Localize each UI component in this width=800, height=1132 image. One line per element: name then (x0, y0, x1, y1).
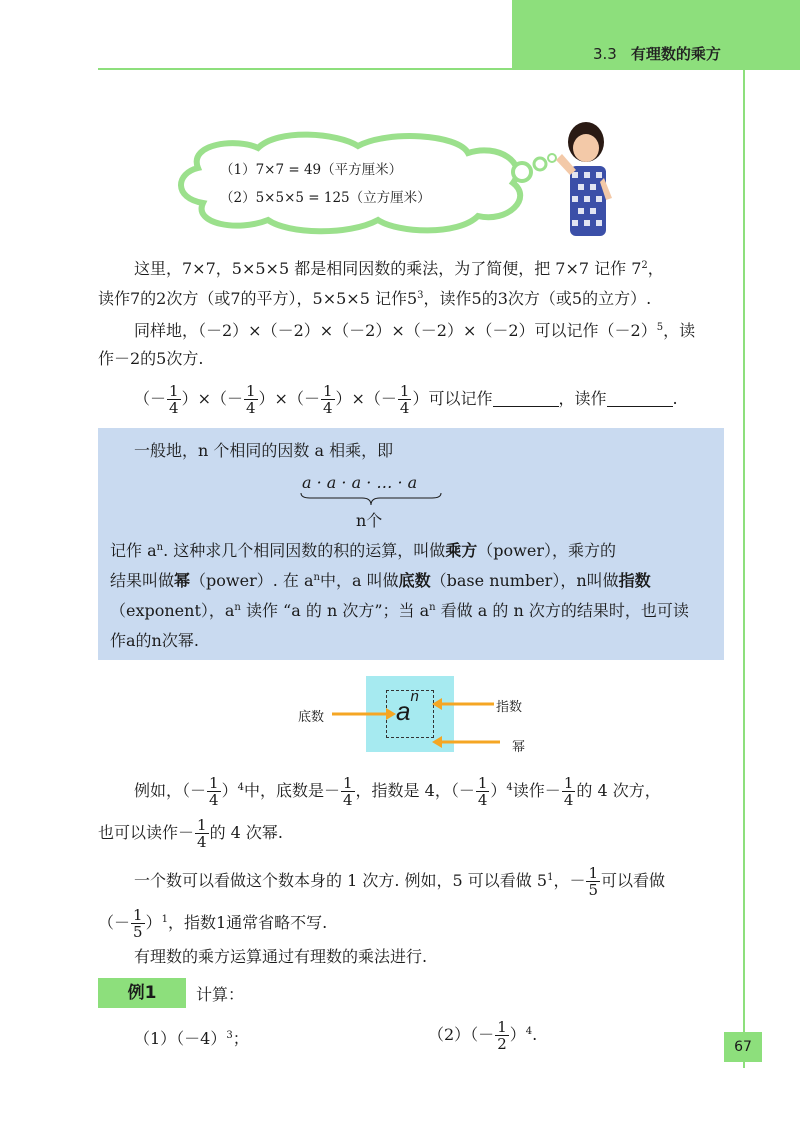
term-power: 乘方 (445, 541, 478, 560)
frac-num: 1 (477, 774, 488, 792)
frac-den: 4 (169, 399, 179, 417)
def-line6: 作a的n次幂. (110, 631, 199, 650)
frac-den: 4 (322, 399, 333, 417)
t: 的 4 次方， (576, 781, 661, 800)
label-base: 底数 (298, 710, 325, 725)
answer-blank[interactable] (493, 390, 559, 407)
example1-tag: 例1 (98, 978, 186, 1008)
sup: n (313, 572, 320, 583)
def-line5 (110, 600, 689, 622)
power1-line1: 一个数可以看做这个数本身的 1 次方. 例如，5 可以看做 $5^1$，－ $\frac{1}{5}$ 可以看做 (134, 864, 666, 899)
para1-l2a: 读作7的2次方（或7的平方），5×5×5 记作5 (98, 289, 418, 308)
fraction (341, 775, 355, 808)
frac-num: 1 (343, 774, 353, 792)
term-base: 底数 (398, 571, 431, 590)
frac-num: 1 (197, 816, 207, 834)
t: ， (553, 871, 570, 890)
t: 例如， (134, 781, 183, 800)
t: ） (509, 1025, 526, 1044)
sup: 1 (161, 914, 168, 925)
example1-q1 (134, 1028, 249, 1050)
example-line2: 也可以读作－ $\frac{1}{4}$ 的 4 次幂. (98, 816, 284, 851)
frac-den: 4 (209, 791, 219, 809)
section-title: 有理数的乘方 (630, 45, 721, 63)
def-line4 (110, 570, 651, 592)
fraction (244, 383, 258, 416)
sup: 3 (226, 1030, 233, 1041)
frac-num: 1 (563, 774, 574, 792)
frac-den: 4 (197, 833, 207, 851)
frac-den: 5 (133, 923, 143, 941)
header-rule (98, 68, 744, 70)
power-exp-letter: n (410, 688, 419, 705)
fraction (562, 775, 576, 808)
sup: 4 (525, 1026, 533, 1037)
page-number: 67 (724, 1032, 762, 1062)
t: 记作 a (110, 541, 157, 560)
para2-line1 (134, 320, 695, 342)
def-line3 (110, 540, 616, 562)
cloud-line-2: （2）5×5×5 = 125（立方厘米） (220, 190, 431, 206)
text: （－ (134, 389, 167, 408)
frac-num: 1 (322, 382, 333, 400)
fraction (495, 1019, 509, 1052)
section-header (593, 43, 721, 64)
label-exponent: 指数 (496, 700, 523, 715)
sup: 5 (656, 322, 664, 333)
def-product: a · a · a · … · a (302, 473, 418, 492)
frac-den: 4 (343, 791, 353, 809)
t: （base number），n叫做 (430, 571, 619, 590)
frac-den: 2 (497, 1035, 507, 1053)
t: 也可以读作 (98, 823, 179, 842)
para2-l1a: 同样地，（－2）×（－2）×（－2）×（－2）×（－2）可以记作（－2） (134, 321, 657, 340)
term-exponent: 指数 (618, 571, 651, 590)
t: ，指数是 4， (355, 781, 451, 800)
para2-line2: 作－2的5次方. (98, 349, 204, 368)
power1-line2: （－ $\frac{1}{5}$ ）$^1$，指数1通常省略不写. (98, 906, 328, 941)
answer-blank[interactable] (607, 390, 673, 407)
para3-mid: 可以记作 (428, 389, 493, 408)
frac-num: 1 (133, 906, 143, 924)
frac-num: 1 (497, 1018, 507, 1036)
frac-den: 4 (477, 791, 488, 809)
sup: n (234, 602, 241, 613)
cloud-line-1: （1）7×7 = 49（平方厘米） (220, 162, 403, 178)
para1-line1 (134, 258, 664, 280)
frac-num: 1 (209, 774, 219, 792)
frac-num: 1 (169, 382, 179, 400)
t: ，指数1通常省略不写. (167, 913, 328, 932)
term-mi: 幂 (174, 571, 191, 590)
para2-l1b: ，读 (663, 321, 696, 340)
t: （2）（－ (428, 1025, 495, 1044)
t: （1）（－4） (134, 1029, 227, 1048)
t: 中，底数是 (243, 781, 324, 800)
sup: n (156, 542, 164, 553)
para1-line2 (98, 288, 651, 310)
example1-q2 (428, 1016, 537, 1054)
t: 的 4 次幂. (209, 823, 284, 842)
t: ； (232, 1029, 249, 1048)
sup: 1 (547, 872, 554, 883)
fraction (398, 383, 412, 416)
side-rule (743, 68, 745, 1068)
t: . 这种求几个相同因数的积的运算，叫做 (163, 541, 446, 560)
label-power: 幂 (512, 740, 526, 755)
t: （power）. 在 a (190, 571, 314, 590)
t: 可以看做 (601, 871, 666, 890)
frac-den: 4 (563, 791, 574, 809)
def-line1: 一般地，n 个相同的因数 a 相乘，即 (134, 441, 394, 460)
frac-num: 1 (588, 864, 599, 882)
example-line1: 例如，（－ $\frac{1}{4}$ ）$^4$中，底数是－ $\frac{1}{4}$ ，指数是 4，（－ $\frac{1}{4}$ ）$^4$读作－ $\frac{1}{4}$ 的 4 次方， (134, 774, 661, 809)
para3-read: ，读作 (558, 389, 607, 408)
para3-end: . (672, 389, 678, 408)
para1-l2b: ，读作5的3次方（或5的立方）. (423, 289, 652, 308)
summary-line: 有理数的乘方运算通过有理数的乘法进行. (134, 947, 428, 966)
para1-l1-text: 这里，7×7，5×5×5 都是相同因数的乘法，为了简便，把 7×7 记作 7 (134, 259, 642, 278)
para1-l1-end: ， (647, 259, 664, 278)
frac-den: 4 (245, 399, 256, 417)
fraction (476, 775, 490, 808)
sup: 4 (506, 782, 513, 793)
t: （power），乘方的 (477, 541, 616, 560)
t: 看做 a 的 n 次方的结果时，也可读 (435, 601, 689, 620)
frac-den: 4 (399, 399, 410, 417)
t: （exponent），a (110, 601, 235, 620)
t: . (532, 1025, 538, 1044)
sup: 2 (641, 260, 648, 271)
example1-title: 计算： (196, 985, 245, 1004)
t: 读作 (512, 781, 545, 800)
underbrace (300, 492, 442, 506)
fraction (321, 383, 335, 416)
section-number: 3.3 (593, 45, 617, 63)
fraction (131, 907, 145, 940)
girl-illustration (548, 120, 620, 242)
t: 读作 “a 的 n 次方”；当 a (240, 601, 430, 620)
sup: 3 (417, 290, 424, 301)
para3: （－ $\frac{1}{4}$ ）×（－ $\frac{1}{4}$ ）×（－ $\frac{1}{4}$ ）×（－ $\frac{1}{4}$ ）可以记作 ，读作 . (134, 382, 678, 417)
t: 结果叫做 (110, 571, 175, 590)
fraction (195, 817, 209, 850)
power-base-letter: a (396, 696, 411, 726)
thought-cloud (168, 128, 558, 238)
fraction (207, 775, 221, 808)
t: 一个数可以看做这个数本身的 1 次方. 例如，5 可以看做 5 (134, 871, 548, 890)
def-n-count: n个 (356, 511, 383, 530)
sup: n (429, 602, 436, 613)
sup: 4 (237, 782, 244, 793)
frac-num: 1 (399, 382, 410, 400)
diagram-arrows (330, 690, 500, 750)
fraction (167, 383, 181, 416)
t: 中，a 叫做 (319, 571, 399, 590)
frac-num: 1 (245, 382, 256, 400)
frac-den: 5 (588, 881, 599, 899)
fraction (586, 865, 600, 898)
